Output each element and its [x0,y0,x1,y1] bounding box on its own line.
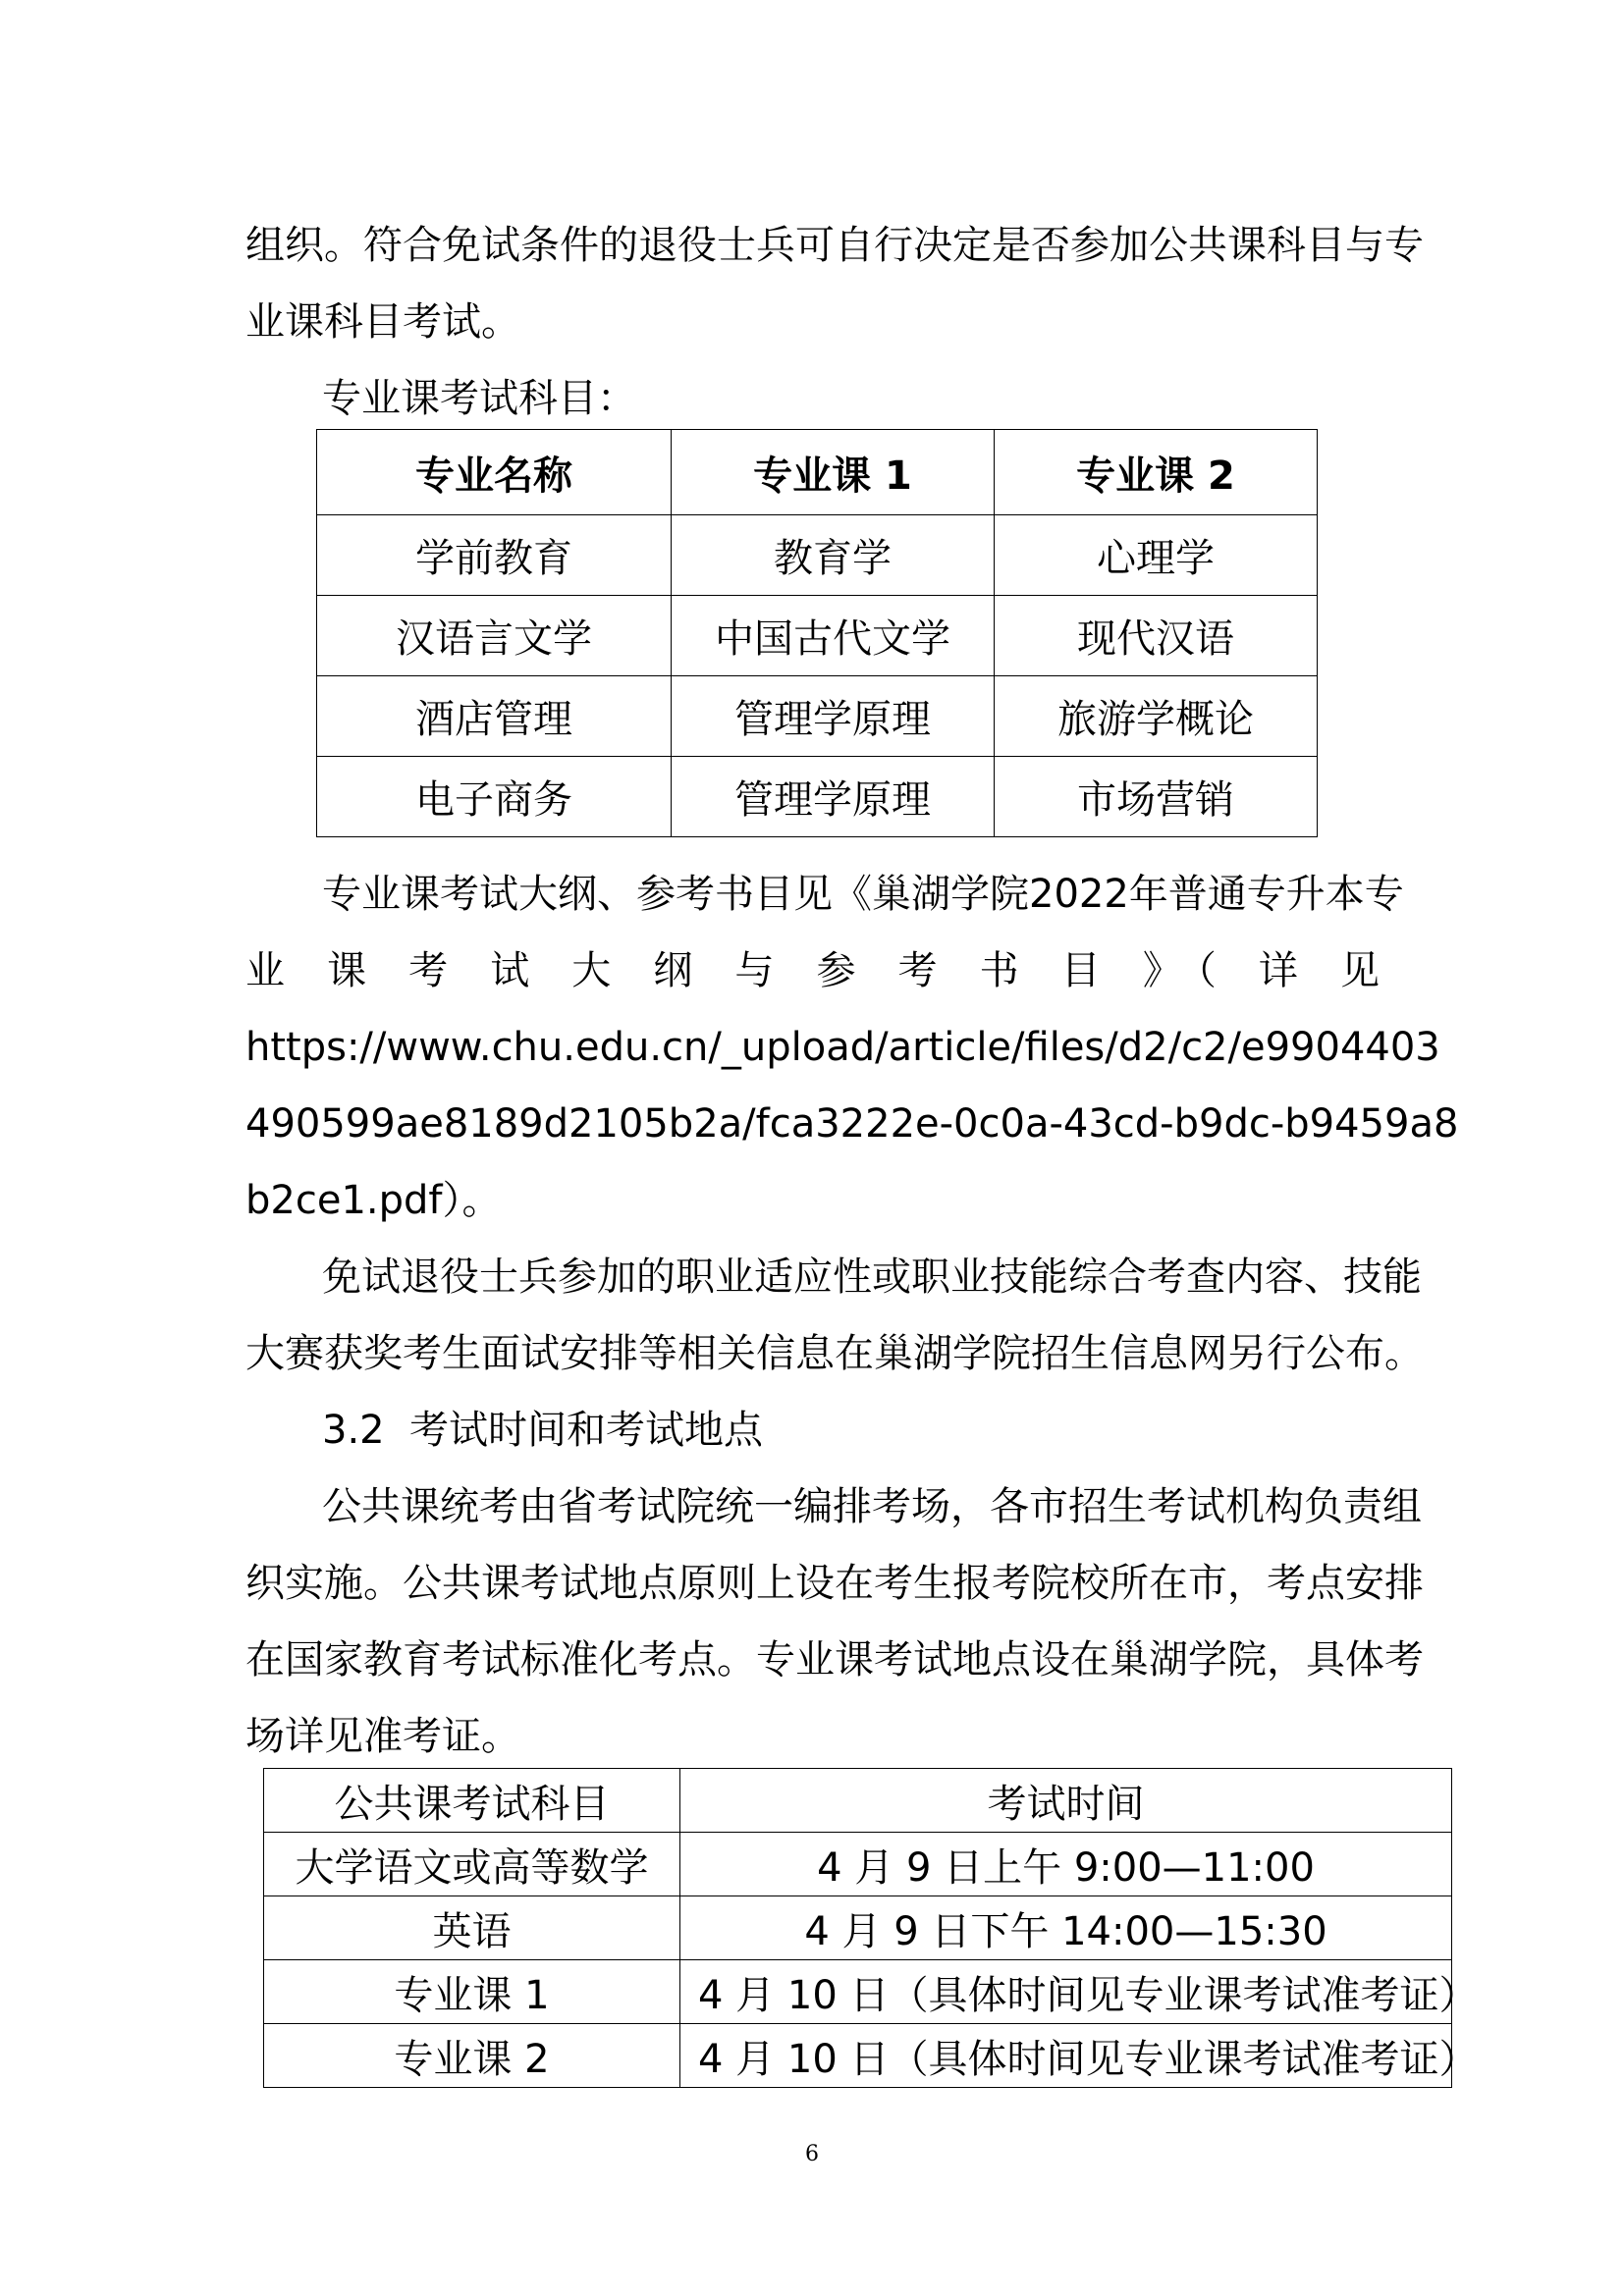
table-row [264,1896,1452,1960]
subject-cell: 专业课 2 [264,2024,680,2088]
paragraph-line: 织实施。公共课考试地点原则上设在考生报考院校所在市，考点安排 [245,1561,1424,1606]
schedule-table [263,1768,1479,2088]
course-cell: 中国古代文学 [672,596,995,676]
subject-table [316,429,1318,837]
header-cell: 专业课 1 [672,430,995,515]
table-row [317,757,1318,837]
course-cell: 旅游学概论 [995,676,1318,757]
table-row [264,1960,1452,2024]
subject-cell: 英语 [264,1896,680,1960]
section-heading: 3.2 考试时间和考试地点 [322,1408,764,1453]
page-number: 6 [805,2142,819,2166]
table-row [264,1833,1452,1896]
url-line: 490599ae8189d2105b2a/fca3222e-0c0a-43cd-b9dc-b9459a8 [245,1101,1459,1147]
subject-cell: 专业课 1 [264,1960,680,2024]
course-cell: 管理学原理 [672,676,995,757]
major-cell: 电子商务 [317,757,672,837]
table-row [317,515,1318,596]
paragraph-line: 大赛获奖考生面试安排等相关信息在巢湖学院招生信息网另行公布。 [245,1331,1424,1376]
header-cell: 考试时间 [680,1769,1452,1833]
time-cell: 4 月 10 日（具体时间见专业课考试准考证） [680,1960,1452,2024]
course-cell: 现代汉语 [995,596,1318,676]
subject-cell: 大学语文或高等数学 [264,1833,680,1896]
table-caption: 专业课考试科目： [322,376,636,421]
course-cell: 管理学原理 [672,757,995,837]
paragraph-line: 在国家教育考试标准化考点。专业课考试地点设在巢湖学院，具体考 [245,1637,1424,1682]
url-line: https://www.chu.edu.cn/_upload/article/files/d2/c2/e9904403 [245,1025,1440,1070]
time-cell: 4 月 9 日上午 9:00—11:00 [680,1833,1452,1896]
course-cell: 心理学 [995,515,1318,596]
table-header-row [317,430,1318,515]
major-cell: 酒店管理 [317,676,672,757]
header-cell: 公共课考试科目 [264,1769,680,1833]
course-cell: 市场营销 [995,757,1318,837]
header-cell: 专业名称 [317,430,672,515]
paragraph-line: 场详见准考证。 [245,1714,520,1759]
table-row [317,676,1318,757]
major-cell: 汉语言文学 [317,596,672,676]
paragraph-line: 业课科目考试。 [245,299,520,345]
paragraph-line: 免试退役士兵参加的职业适应性或职业技能综合考查内容、技能 [322,1255,1422,1300]
time-cell: 4 月 9 日下午 14:00—15:30 [680,1896,1452,1960]
table-row [317,596,1318,676]
paragraph-line: 公共课统考由省考试院统一编排考场，各市招生考试机构负责组 [322,1484,1422,1529]
paragraph-line: 业 课 考 试 大 纲 与 参 考 书 目 》（ 详 见 [245,948,1380,993]
url-line: b2ce1.pdf）。 [245,1178,502,1223]
header-cell: 专业课 2 [995,430,1318,515]
major-cell: 学前教育 [317,515,672,596]
table-header-row [264,1769,1452,1833]
paragraph-line: 组织。符合免试条件的退役士兵可自行决定是否参加公共课科目与专 [245,223,1424,268]
course-cell: 教育学 [672,515,995,596]
paragraph-line: 专业课考试大纲、参考书目见《巢湖学院2022年普通专升本专 [322,872,1404,917]
time-cell: 4 月 10 日（具体时间见专业课考试准考证） [680,2024,1452,2088]
table-row [264,2024,1452,2088]
